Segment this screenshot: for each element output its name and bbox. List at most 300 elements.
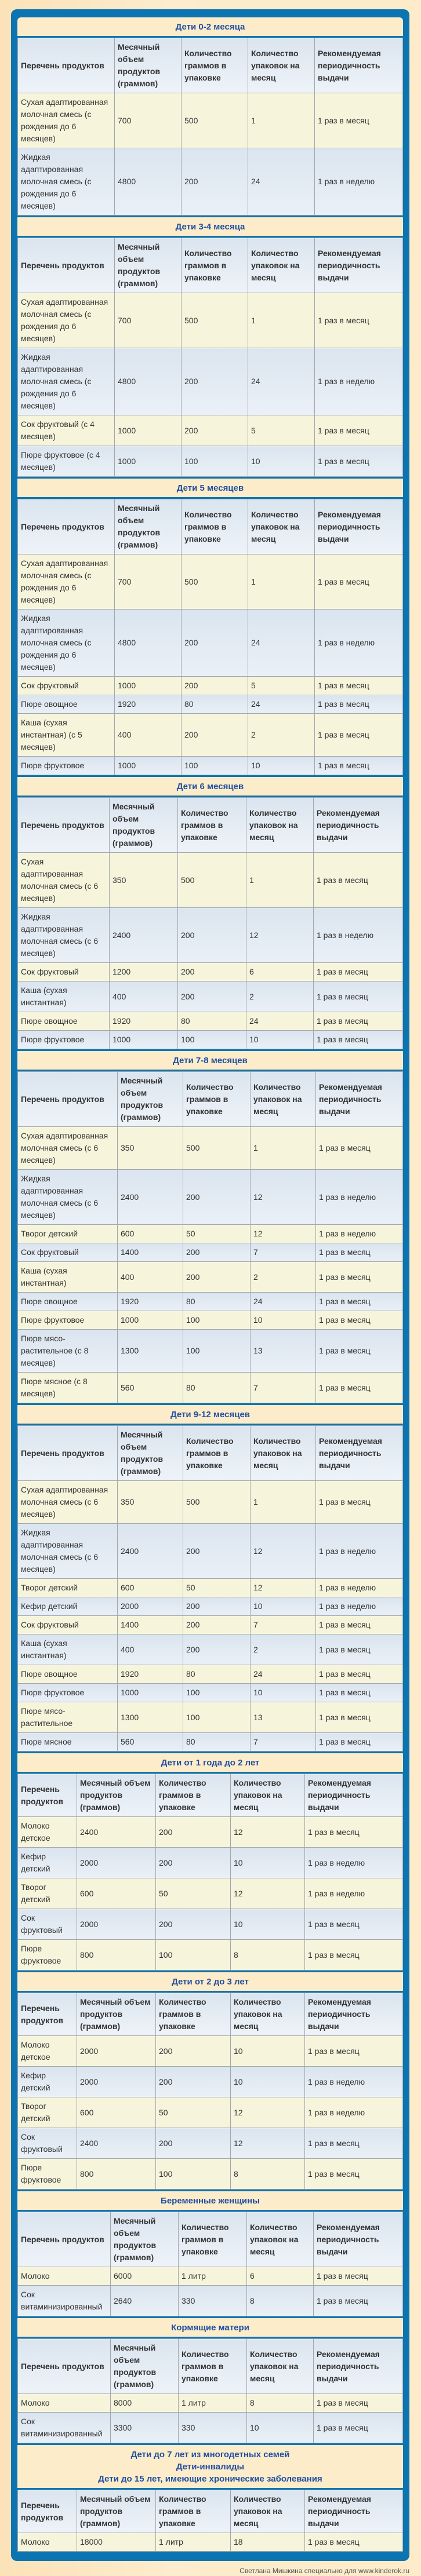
- packages-per-month-cell: 10: [251, 1311, 316, 1330]
- package-grams-cell: 200: [156, 2128, 231, 2159]
- packages-per-month-cell: 10: [248, 446, 315, 477]
- frequency-cell: 1 раз в месяц: [316, 1373, 403, 1403]
- section: [17, 17, 403, 217]
- column-header: Количество упаковок на месяц: [247, 2212, 314, 2267]
- table-row: [18, 348, 403, 415]
- monthly-volume-cell: 350: [110, 853, 178, 908]
- table-row: [18, 446, 403, 477]
- table-row: [18, 93, 403, 148]
- product-name-cell: Пюре фруктовое: [18, 1311, 118, 1330]
- package-grams-cell: 200: [156, 1848, 231, 1878]
- product-name-cell: Кефир детский: [18, 1848, 77, 1878]
- product-name-cell: Каша (сухая инстантная): [18, 981, 110, 1012]
- product-name-cell: Творог детский: [18, 1878, 77, 1909]
- column-header: Рекомендуемая периодичность выдачи: [305, 1993, 403, 2036]
- frequency-cell: 1 раз в месяц: [314, 2286, 403, 2316]
- monthly-volume-cell: 6000: [111, 2267, 179, 2286]
- packages-per-month-cell: 12: [251, 1225, 316, 1243]
- frequency-cell: 1 раз в месяц: [305, 2533, 403, 2552]
- table-row: [18, 2036, 403, 2067]
- product-name-cell: Кефир детский: [18, 2067, 77, 2097]
- packages-per-month-cell: 10: [247, 2413, 314, 2443]
- packages-per-month-cell: 1: [248, 293, 315, 348]
- packages-per-month-cell: 8: [231, 2159, 305, 2190]
- monthly-volume-cell: 400: [110, 981, 178, 1012]
- monthly-volume-cell: 4800: [115, 148, 182, 216]
- column-header: Количество упаковок на месяц: [248, 238, 315, 293]
- product-name-cell: Сок фруктовый: [18, 1616, 118, 1634]
- product-name-cell: Творог детский: [18, 1579, 118, 1597]
- packages-per-month-cell: 10: [251, 1597, 316, 1616]
- frequency-cell: 1 раз в месяц: [316, 1733, 403, 1752]
- section-title: [17, 777, 403, 797]
- monthly-volume-cell: 1000: [115, 446, 182, 477]
- section-title: [17, 2318, 403, 2338]
- product-name-cell: Жидкая адаптированная молочная смесь (с рождения до 6 месяцев): [18, 348, 115, 415]
- frequency-cell: 1 раз в месяц: [314, 853, 403, 908]
- product-name-cell: Кефир детский: [18, 1597, 118, 1616]
- package-grams-cell: 100: [183, 1330, 251, 1373]
- frequency-cell: 1 раз в неделю: [316, 1597, 403, 1616]
- frequency-cell: 1 раз в месяц: [314, 1012, 403, 1031]
- monthly-volume-cell: 1920: [110, 1012, 178, 1031]
- packages-per-month-cell: 18: [231, 2533, 305, 2552]
- product-name-cell: Пюре мясное (с 8 месяцев): [18, 1373, 118, 1403]
- package-grams-cell: 100: [183, 1702, 251, 1733]
- table-row: [18, 2533, 403, 2552]
- frequency-cell: 1 раз в неделю: [316, 1579, 403, 1597]
- package-grams-cell: 50: [156, 2097, 231, 2128]
- table-row: [18, 2159, 403, 2190]
- table-row: [18, 981, 403, 1012]
- frequency-cell: 1 раз в месяц: [315, 714, 403, 757]
- packages-per-month-cell: 10: [248, 757, 315, 775]
- table-row: [18, 610, 403, 677]
- packages-per-month-cell: 8: [247, 2394, 314, 2413]
- tables-frame: [11, 9, 409, 2561]
- products-table: [17, 2338, 403, 2443]
- packages-per-month-cell: 24: [248, 148, 315, 216]
- table-row: [18, 415, 403, 446]
- table-row: [18, 1262, 403, 1293]
- package-grams-cell: 200: [183, 1170, 251, 1225]
- package-grams-cell: 200: [183, 1616, 251, 1634]
- product-name-cell: Сухая адаптированная молочная смесь (с 6 месяцев): [18, 853, 110, 908]
- section-title-line: Дети до 7 лет из многодетных семей: [130, 2450, 290, 2460]
- packages-per-month-cell: 1: [251, 1127, 316, 1170]
- column-header: Перечень продуктов: [18, 2339, 111, 2394]
- product-name-cell: Сок витаминизированный: [18, 2286, 111, 2316]
- table-row: [18, 293, 403, 348]
- column-header: Количество упаковок на месяц: [231, 1774, 305, 1817]
- package-grams-cell: 100: [156, 2159, 231, 2190]
- column-header: Количество упаковок на месяц: [231, 1993, 305, 2036]
- column-header: Количество граммов в упаковке: [182, 499, 248, 554]
- package-grams-cell: 100: [178, 1031, 246, 1049]
- column-header: Месячный объем продуктов (граммов): [118, 1072, 183, 1127]
- package-grams-cell: 1 литр: [179, 2394, 247, 2413]
- packages-per-month-cell: 10: [231, 1848, 305, 1878]
- packages-per-month-cell: 12: [231, 2128, 305, 2159]
- product-name-cell: Жидкая адаптированная молочная смесь (с рождения до 6 месяцев): [18, 610, 115, 677]
- table-header-row: [18, 798, 403, 853]
- package-grams-cell: 200: [178, 908, 246, 963]
- packages-per-month-cell: 12: [231, 1817, 305, 1848]
- column-header: Перечень продуктов: [18, 2212, 111, 2267]
- table-row: [18, 695, 403, 714]
- package-grams-cell: 1 литр: [156, 2533, 231, 2552]
- monthly-volume-cell: 600: [118, 1579, 183, 1597]
- column-header: Месячный объем продуктов (граммов): [77, 2490, 156, 2533]
- package-grams-cell: 100: [156, 1940, 231, 1971]
- packages-per-month-cell: 2: [251, 1262, 316, 1293]
- column-header: Количество граммов в упаковке: [183, 1072, 251, 1127]
- frequency-cell: 1 раз в месяц: [316, 1262, 403, 1293]
- frequency-cell: 1 раз в месяц: [305, 2128, 403, 2159]
- product-name-cell: Сок витаминизированный: [18, 2413, 111, 2443]
- table-row: [18, 908, 403, 963]
- table-row: [18, 1330, 403, 1373]
- monthly-volume-cell: 1000: [115, 415, 182, 446]
- package-grams-cell: 1 литр: [179, 2267, 247, 2286]
- table-row: [18, 1817, 403, 1848]
- package-grams-cell: 200: [182, 415, 248, 446]
- table-row: [18, 2413, 403, 2443]
- package-grams-cell: 330: [179, 2413, 247, 2443]
- column-header: Рекомендуемая периодичность выдачи: [316, 1426, 403, 1481]
- packages-per-month-cell: 12: [231, 1878, 305, 1909]
- column-header: Рекомендуемая периодичность выдачи: [315, 38, 403, 93]
- products-table: [17, 1993, 403, 2190]
- products-table: [17, 238, 403, 477]
- package-grams-cell: 200: [156, 1817, 231, 1848]
- table-row: [18, 1031, 403, 1049]
- product-name-cell: Сухая адаптированная молочная смесь (с рождения до 6 месяцев): [18, 293, 115, 348]
- frequency-cell: 1 раз в месяц: [316, 1127, 403, 1170]
- table-row: [18, 2267, 403, 2286]
- table-row: [18, 963, 403, 981]
- packages-per-month-cell: 2: [248, 714, 315, 757]
- table-header-row: [18, 238, 403, 293]
- product-name-cell: Пюре овощное: [18, 1012, 110, 1031]
- frequency-cell: 1 раз в месяц: [315, 446, 403, 477]
- monthly-volume-cell: 1000: [115, 757, 182, 775]
- product-name-cell: Пюре фруктовое: [18, 1940, 77, 1971]
- product-name-cell: Сок фруктовый: [18, 677, 115, 695]
- packages-per-month-cell: 10: [231, 1909, 305, 1940]
- table-row: [18, 1243, 403, 1262]
- monthly-volume-cell: 1200: [110, 963, 178, 981]
- package-grams-cell: 200: [178, 981, 246, 1012]
- table-header-row: [18, 1993, 403, 2036]
- table-header-row: [18, 499, 403, 554]
- product-name-cell: Сок фруктовый: [18, 1909, 77, 1940]
- package-grams-cell: 500: [178, 853, 246, 908]
- table-row: [18, 677, 403, 695]
- products-table: [17, 797, 403, 1049]
- frequency-cell: 1 раз в месяц: [305, 1909, 403, 1940]
- table-row: [18, 1012, 403, 1031]
- monthly-volume-cell: 400: [118, 1634, 183, 1665]
- packages-per-month-cell: 1: [248, 554, 315, 610]
- section-title-line: Дети до 15 лет, имеющие хронические заболевания: [98, 2474, 322, 2484]
- packages-per-month-cell: 6: [247, 2267, 314, 2286]
- section-title: [17, 1051, 403, 1071]
- packages-per-month-cell: 12: [231, 2097, 305, 2128]
- packages-per-month-cell: 7: [251, 1733, 316, 1752]
- frequency-cell: 1 раз в неделю: [316, 1225, 403, 1243]
- table-header-row: [18, 2339, 403, 2394]
- product-name-cell: Сок фруктовый: [18, 1243, 118, 1262]
- column-header: Перечень продуктов: [18, 38, 115, 93]
- table-row: [18, 1940, 403, 1971]
- monthly-volume-cell: 3300: [111, 2413, 179, 2443]
- product-name-cell: Молоко детское: [18, 2036, 77, 2067]
- column-header: Месячный объем продуктов (граммов): [110, 798, 178, 853]
- packages-per-month-cell: 5: [248, 415, 315, 446]
- package-grams-cell: 500: [183, 1481, 251, 1524]
- monthly-volume-cell: 560: [118, 1373, 183, 1403]
- column-header: Количество граммов в упаковке: [182, 38, 248, 93]
- column-header: Количество граммов в упаковке: [179, 2212, 247, 2267]
- products-table: [17, 2212, 403, 2316]
- package-grams-cell: 200: [183, 1524, 251, 1579]
- column-header: Месячный объем продуктов (граммов): [118, 1426, 183, 1481]
- section-title-line: Дети 3-4 месяца: [175, 222, 245, 232]
- section: [17, 1405, 403, 1753]
- section-title-line: Кормящие матери: [171, 2323, 249, 2333]
- products-table: [17, 1425, 403, 1752]
- column-header: Перечень продуктов: [18, 1774, 77, 1817]
- product-name-cell: Пюре фруктовое: [18, 757, 115, 775]
- monthly-volume-cell: 2400: [77, 2128, 156, 2159]
- products-table: [17, 1071, 403, 1403]
- monthly-volume-cell: 350: [118, 1481, 183, 1524]
- product-name-cell: Пюре мясное: [18, 1733, 118, 1752]
- product-name-cell: Пюре овощное: [18, 1665, 118, 1684]
- column-header: Рекомендуемая периодичность выдачи: [315, 499, 403, 554]
- column-header: Количество граммов в упаковке: [183, 1426, 251, 1481]
- section-title-line: Дети от 1 года до 2 лет: [161, 1758, 260, 1768]
- package-grams-cell: 200: [156, 1909, 231, 1940]
- frequency-cell: 1 раз в неделю: [315, 348, 403, 415]
- packages-per-month-cell: 8: [231, 1940, 305, 1971]
- table-row: [18, 148, 403, 216]
- product-name-cell: Жидкая адаптированная молочная смесь (с 6 месяцев): [18, 908, 110, 963]
- column-header: Рекомендуемая периодичность выдачи: [305, 2490, 403, 2533]
- package-grams-cell: 80: [183, 1733, 251, 1752]
- frequency-cell: 1 раз в месяц: [316, 1481, 403, 1524]
- frequency-cell: 1 раз в месяц: [316, 1634, 403, 1665]
- packages-per-month-cell: 8: [247, 2286, 314, 2316]
- frequency-cell: 1 раз в месяц: [314, 2413, 403, 2443]
- packages-per-month-cell: 1: [246, 853, 314, 908]
- table-row: [18, 2097, 403, 2128]
- table-row: [18, 2128, 403, 2159]
- package-grams-cell: 100: [182, 446, 248, 477]
- section-title-line: Беременные женщины: [161, 2196, 260, 2206]
- monthly-volume-cell: 1400: [118, 1243, 183, 1262]
- frequency-cell: 1 раз в месяц: [316, 1702, 403, 1733]
- table-row: [18, 1909, 403, 1940]
- frequency-cell: 1 раз в месяц: [314, 1031, 403, 1049]
- section: [17, 1753, 403, 1972]
- product-name-cell: Пюре мясо-растительное (с 8 месяцев): [18, 1330, 118, 1373]
- monthly-volume-cell: 1000: [110, 1031, 178, 1049]
- product-name-cell: Сухая адаптированная молочная смесь (с рождения до 6 месяцев): [18, 554, 115, 610]
- product-name-cell: Молоко: [18, 2533, 77, 2552]
- package-grams-cell: 500: [183, 1127, 251, 1170]
- package-grams-cell: 80: [183, 1665, 251, 1684]
- packages-per-month-cell: 1: [248, 93, 315, 148]
- table-row: [18, 714, 403, 757]
- monthly-volume-cell: 600: [118, 1225, 183, 1243]
- table-row: [18, 1634, 403, 1665]
- monthly-volume-cell: 1000: [118, 1311, 183, 1330]
- product-name-cell: Жидкая адаптированная молочная смесь (с рождения до 6 месяцев): [18, 148, 115, 216]
- frequency-cell: 1 раз в месяц: [316, 1311, 403, 1330]
- column-header: Рекомендуемая периодичность выдачи: [314, 798, 403, 853]
- frequency-cell: 1 раз в месяц: [316, 1330, 403, 1373]
- monthly-volume-cell: 2000: [77, 2036, 156, 2067]
- packages-per-month-cell: 10: [246, 1031, 314, 1049]
- packages-per-month-cell: 12: [246, 908, 314, 963]
- package-grams-cell: 80: [178, 1012, 246, 1031]
- package-grams-cell: 200: [182, 148, 248, 216]
- section: [17, 1051, 403, 1405]
- product-name-cell: Молоко: [18, 2267, 111, 2286]
- package-grams-cell: 500: [182, 293, 248, 348]
- packages-per-month-cell: 24: [251, 1665, 316, 1684]
- table-row: [18, 554, 403, 610]
- table-row: [18, 1684, 403, 1702]
- package-grams-cell: 80: [182, 695, 248, 714]
- table-row: [18, 1878, 403, 1909]
- package-grams-cell: 100: [182, 757, 248, 775]
- product-name-cell: Каша (сухая инстантная) (с 5 месяцев): [18, 714, 115, 757]
- section: [17, 479, 403, 777]
- frequency-cell: 1 раз в месяц: [315, 757, 403, 775]
- packages-per-month-cell: 2: [246, 981, 314, 1012]
- product-name-cell: Сухая адаптированная молочная смесь (с рождения до 6 месяцев): [18, 93, 115, 148]
- packages-per-month-cell: 7: [251, 1373, 316, 1403]
- frequency-cell: 1 раз в месяц: [315, 695, 403, 714]
- packages-per-month-cell: 7: [251, 1243, 316, 1262]
- column-header: Месячный объем продуктов (граммов): [111, 2212, 179, 2267]
- package-grams-cell: 500: [182, 554, 248, 610]
- package-grams-cell: 50: [156, 1878, 231, 1909]
- frequency-cell: 1 раз в неделю: [305, 1848, 403, 1878]
- monthly-volume-cell: 2400: [118, 1170, 183, 1225]
- column-header: Количество упаковок на месяц: [251, 1072, 316, 1127]
- frequency-cell: 1 раз в месяц: [316, 1665, 403, 1684]
- package-grams-cell: 80: [183, 1293, 251, 1311]
- packages-per-month-cell: 1: [251, 1481, 316, 1524]
- monthly-volume-cell: 2000: [77, 1848, 156, 1878]
- table-row: [18, 853, 403, 908]
- product-name-cell: Сок фруктовый: [18, 2128, 77, 2159]
- column-header: Количество граммов в упаковке: [182, 238, 248, 293]
- table-row: [18, 2394, 403, 2413]
- packages-per-month-cell: 24: [248, 348, 315, 415]
- packages-per-month-cell: 5: [248, 677, 315, 695]
- table-row: [18, 1579, 403, 1597]
- table-header-row: [18, 2212, 403, 2267]
- table-row: [18, 1170, 403, 1225]
- packages-per-month-cell: 13: [251, 1330, 316, 1373]
- section-title-line: Дети-инвалиды: [176, 2462, 245, 2472]
- products-table: [17, 499, 403, 775]
- product-name-cell: Жидкая адаптированная молочная смесь (с 6 месяцев): [18, 1170, 118, 1225]
- table-row: [18, 1293, 403, 1311]
- section-title: [17, 1405, 403, 1425]
- section-title: [17, 2445, 403, 2490]
- monthly-volume-cell: 2000: [77, 1909, 156, 1940]
- column-header: Количество граммов в упаковке: [156, 1993, 231, 2036]
- table-header-row: [18, 1426, 403, 1481]
- product-name-cell: Каша (сухая инстантная): [18, 1262, 118, 1293]
- section-title-line: Дети 0-2 месяца: [175, 22, 245, 32]
- table-row: [18, 1311, 403, 1330]
- column-header: Месячный объем продуктов (граммов): [115, 238, 182, 293]
- packages-per-month-cell: 24: [246, 1012, 314, 1031]
- package-grams-cell: 200: [183, 1597, 251, 1616]
- section-title-line: Дети 6 месяцев: [176, 782, 244, 791]
- column-header: Рекомендуемая периодичность выдачи: [315, 238, 403, 293]
- monthly-volume-cell: 4800: [115, 348, 182, 415]
- package-grams-cell: 80: [183, 1373, 251, 1403]
- frequency-cell: 1 раз в месяц: [305, 1940, 403, 1971]
- frequency-cell: 1 раз в неделю: [314, 908, 403, 963]
- section-title-line: Дети 5 месяцев: [176, 483, 244, 493]
- packages-per-month-cell: 6: [246, 963, 314, 981]
- column-header: Количество упаковок на месяц: [248, 38, 315, 93]
- packages-per-month-cell: 2: [251, 1634, 316, 1665]
- section: [17, 2318, 403, 2445]
- package-grams-cell: 200: [183, 1634, 251, 1665]
- package-grams-cell: 200: [178, 963, 246, 981]
- column-header: Перечень продуктов: [18, 798, 110, 853]
- table-header-row: [18, 1072, 403, 1127]
- table-row: [18, 1225, 403, 1243]
- monthly-volume-cell: 1920: [118, 1293, 183, 1311]
- frequency-cell: 1 раз в месяц: [315, 415, 403, 446]
- table-header-row: [18, 38, 403, 93]
- section: [17, 217, 403, 479]
- column-header: Рекомендуемая периодичность выдачи: [305, 1774, 403, 1817]
- table-row: [18, 1524, 403, 1579]
- frequency-cell: 1 раз в месяц: [305, 2036, 403, 2067]
- product-name-cell: Пюре фруктовое (с 4 месяцев): [18, 446, 115, 477]
- product-name-cell: Жидкая адаптированная молочная смесь (с 6 месяцев): [18, 1524, 118, 1579]
- section: [17, 777, 403, 1051]
- frequency-cell: 1 раз в месяц: [315, 293, 403, 348]
- frequency-cell: 1 раз в неделю: [316, 1170, 403, 1225]
- column-header: Перечень продуктов: [18, 499, 115, 554]
- table-row: [18, 1733, 403, 1752]
- monthly-volume-cell: 1920: [115, 695, 182, 714]
- frequency-cell: 1 раз в месяц: [305, 2159, 403, 2190]
- section-title: [17, 2191, 403, 2212]
- product-name-cell: Пюре фруктовое: [18, 2159, 77, 2190]
- table-row: [18, 1373, 403, 1403]
- frequency-cell: 1 раз в месяц: [314, 963, 403, 981]
- column-header: Месячный объем продуктов (граммов): [115, 38, 182, 93]
- packages-per-month-cell: 12: [251, 1170, 316, 1225]
- table-row: [18, 1481, 403, 1524]
- package-grams-cell: 200: [182, 677, 248, 695]
- column-header: Рекомендуемая периодичность выдачи: [314, 2212, 403, 2267]
